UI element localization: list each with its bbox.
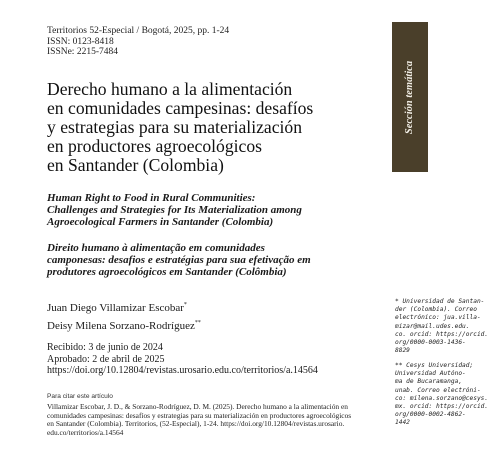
citation-line: comunidades campesinas: desafíos y estrategias para su materialización en productores agroecológicos — [47, 410, 352, 420]
affiliation-line: org/0000-0003-1436- — [395, 339, 466, 347]
citation-label: Para citar este artículo — [47, 393, 113, 400]
affiliation-line: co: milena.sorzano@cesys. — [395, 394, 489, 402]
title-en-line: Challenges and Strategies for Its Materialization among — [47, 204, 302, 217]
title-en-line: Human Right to Food in Rural Communities: — [47, 192, 256, 204]
issne: ISSNe: 2215-7484 — [47, 47, 118, 57]
title-es-line: en Santander (Colombia) — [47, 154, 224, 175]
title-pt-line: produtores agroecológicos em Santander (Colômbia) — [47, 266, 287, 279]
title-pt-line: Direito humano à alimentação em comunidades — [47, 242, 265, 254]
title-spanish — [47, 80, 387, 175]
affiliation-line: Universidad Autóno- — [395, 370, 466, 378]
approved-date: Aprobado: 2 de abril de 2025 — [47, 353, 165, 365]
citation-line: Villamizar Escobar, J. D., & Sorzano-Rodríguez, D. M. (2025). Derecho humano a la alimentación en — [47, 402, 348, 411]
affiliation-line: co. orcid: https://orcid. — [395, 330, 489, 338]
affiliation-line: 8829 — [395, 347, 410, 355]
section-label-wrap — [392, 22, 428, 172]
doi-link[interactable]: https://doi.org/10.12804/revistas.urosario.edu.co/territorios/a.14564 — [47, 365, 318, 376]
affiliation-line: ** Cesys Universidad; — [395, 362, 474, 369]
journal-line: Territorios 52-Especial / Bogotá, 2025, pp. 1-24 — [47, 26, 230, 36]
affiliation-line: electrónico: jua.villa- — [395, 314, 481, 322]
author-mark: ** — [194, 319, 201, 326]
title-portuguese — [47, 242, 377, 279]
title-pt-line: camponesas: desafios e estratégias para sua efetivação em — [47, 254, 311, 267]
author-name: Juan Diego Villamizar Escobar — [47, 302, 184, 314]
affiliation-1 — [395, 298, 489, 355]
citation-line: edu.co/territorios/a.14564 — [47, 427, 124, 437]
title-en-line: Agroecological Farmers in Santander (Colombia) — [47, 216, 274, 229]
affiliation-line: 1442 — [395, 419, 410, 427]
title-es-line: en comunidades campesinas: desafíos — [47, 97, 314, 118]
title-es-line: Derecho humano a la alimentación — [47, 79, 293, 99]
affiliation-2 — [395, 362, 489, 428]
affiliation-line: der (Colombia). Correo — [395, 306, 477, 314]
author-mark: * — [183, 302, 187, 308]
affiliation-line: ma de Bucaramanga, — [395, 378, 463, 386]
title-es-line: y estrategias para su materialización — [47, 116, 302, 137]
section-label: Sección temática — [404, 60, 416, 134]
issn: ISSN: 0123-8418 — [47, 36, 114, 47]
author-list — [47, 298, 201, 333]
received-date: Recibido: 3 de junio de 2024 — [47, 342, 163, 353]
affiliation-line: * Universidad de Santan- — [395, 298, 485, 305]
title-es-line: en productores agroecológicos — [47, 135, 262, 156]
author — [47, 316, 201, 334]
journal-header — [47, 26, 229, 58]
affiliation-line: unab. Correo electróni- — [395, 386, 481, 394]
affiliation-line: mx. orcid: https://orcid. — [395, 403, 489, 411]
citation-line: en Santander (Colombia). Territorios, (52-Especial), 1-24. https://doi.org/10.12804/revistas.urosario. — [47, 419, 345, 429]
author-name: Deisy Milena Sorzano-Rodríguez — [47, 319, 195, 332]
affiliation-line: org/0000-0002-4862- — [395, 411, 466, 419]
publication-dates — [47, 342, 318, 377]
affiliation-line: mizar@mail.udes.edu. — [395, 322, 470, 330]
citation-text — [47, 403, 389, 437]
author — [47, 298, 201, 316]
title-english — [47, 192, 377, 229]
